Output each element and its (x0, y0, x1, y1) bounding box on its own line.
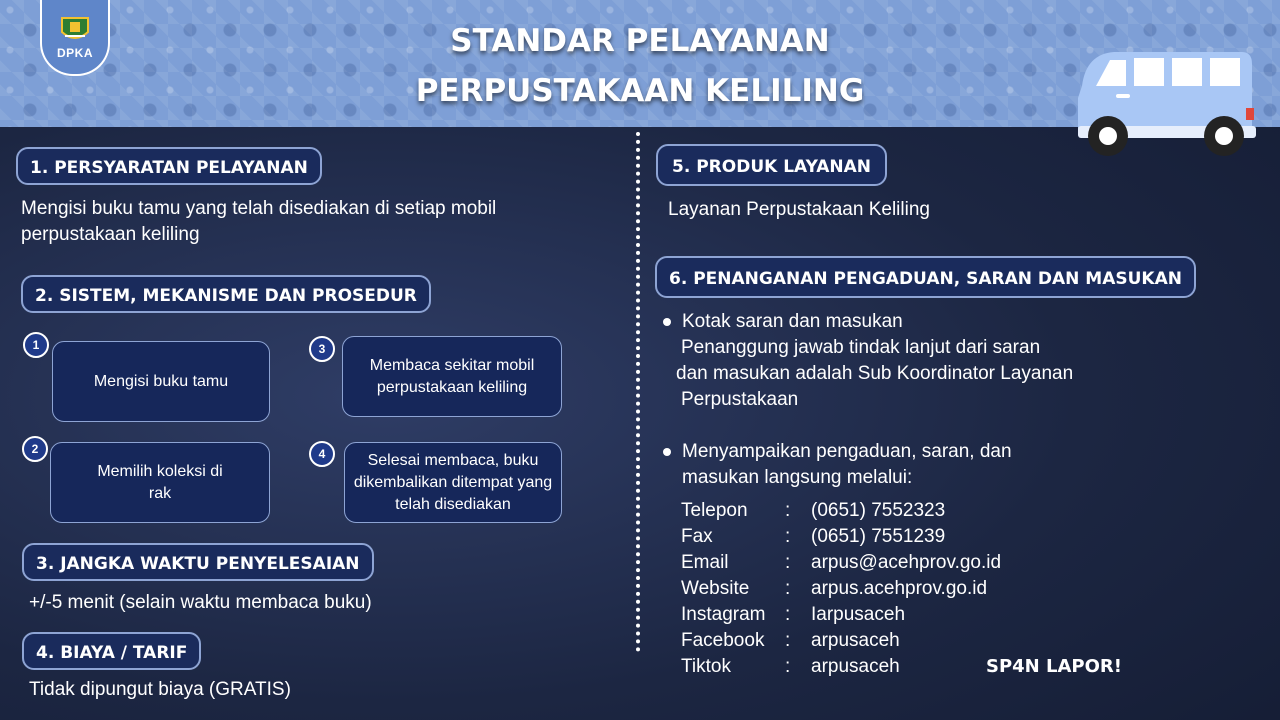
contact-colon: : (785, 604, 791, 625)
bullet-1-line-4: Perpustakaan (681, 389, 799, 410)
emblem-icon (58, 14, 92, 44)
title-line-2: PERPUSTAKAAN KELILING (415, 73, 865, 109)
section-3-heading: 3. JANGKA WAKTU PENYELESAIAN (22, 543, 374, 581)
section-3-text: +/-5 menit (selain waktu membaca buku) (29, 592, 372, 613)
contact-colon: : (785, 552, 791, 573)
step-2-number: 2 (22, 436, 48, 462)
contact-value: (0651) 7551239 (811, 526, 946, 547)
step-2-box (50, 442, 270, 523)
title-line-1: STANDAR PELAYANAN (450, 23, 830, 59)
contact-value: arpusaceh (811, 630, 900, 651)
bullet-1-line-3: dan masukan adalah Sub Koordinator Layanan (676, 363, 1074, 384)
contact-colon: : (785, 578, 791, 599)
step-4-box (344, 442, 562, 523)
bullet-2-marker (663, 448, 671, 456)
contact-colon: : (785, 630, 791, 651)
section-5-heading: 5. PRODUK LAYANAN (656, 144, 887, 186)
section-5-text: Layanan Perpustakaan Keliling (668, 199, 930, 220)
contact-value: arpusaceh (811, 656, 900, 677)
step-3-number: 3 (309, 336, 335, 362)
step-4-text: Selesai membaca, buku dikembalikan ditempat yang telah disediakan (353, 451, 553, 513)
section-4-text: Tidak dipungut biaya (GRATIS) (29, 679, 291, 700)
bullet-1-line-1: Kotak saran dan masukan (682, 311, 903, 332)
bullet-2-line-1: Menyampaikan pengaduan, saran, dan (682, 441, 1012, 462)
contact-label: Facebook (681, 630, 765, 651)
contact-value: arpus.acehprov.go.id (811, 578, 988, 599)
section-2-heading: 2. SISTEM, MEKANISME DAN PROSEDUR (21, 275, 431, 313)
contact-value: arpus@acehprov.go.id (811, 552, 1002, 573)
bullet-2-line-2: masukan langsung melalui: (682, 467, 913, 488)
step-2-text: Memilih koleksi di rak (97, 462, 223, 502)
section-1-text-line-2: perpustakaan keliling (21, 224, 200, 245)
page-title (380, 16, 900, 116)
contact-label: Website (681, 578, 750, 599)
section-6-heading: 6. PENANGANAN PENGADUAN, SARAN DAN MASUKAN (655, 256, 1196, 298)
bullet-1-marker (663, 318, 671, 326)
bullet-1-line-2: Penanggung jawab tindak lanjut dari saran (681, 337, 1041, 358)
column-divider (636, 132, 640, 652)
contact-colon: : (785, 526, 791, 547)
sp4n-lapor-label: SP4N LAPOR! (986, 656, 1122, 677)
step-4-number: 4 (309, 441, 335, 467)
mobile-library-bus-icon (1074, 46, 1260, 158)
step-3-text: Membaca sekitar mobil perpustakaan keliling (369, 356, 535, 396)
section-4-heading: 4. BIAYA / TARIF (22, 632, 201, 670)
section-1-heading: 1. PERSYARATAN PELAYANAN (16, 147, 322, 185)
step-1-box (52, 341, 270, 422)
contact-label: Email (681, 552, 729, 573)
step-1-number: 1 (23, 332, 49, 358)
contact-label: Fax (681, 526, 713, 547)
contact-colon: : (785, 500, 791, 521)
contact-value: (0651) 7552323 (811, 500, 946, 521)
step-3-box (342, 336, 562, 417)
contact-label: Telepon (681, 500, 748, 521)
contact-label: Tiktok (681, 656, 731, 677)
contact-colon: : (785, 656, 791, 677)
logo-text: DPKA (56, 46, 93, 60)
dpka-logo (40, 0, 110, 76)
step-1-text: Mengisi buku tamu (93, 372, 229, 390)
section-1-text-line-1: Mengisi buku tamu yang telah disediakan di setiap mobil (21, 198, 497, 219)
contact-value: Iarpusaceh (811, 604, 906, 625)
contact-label: Instagram (681, 604, 766, 625)
